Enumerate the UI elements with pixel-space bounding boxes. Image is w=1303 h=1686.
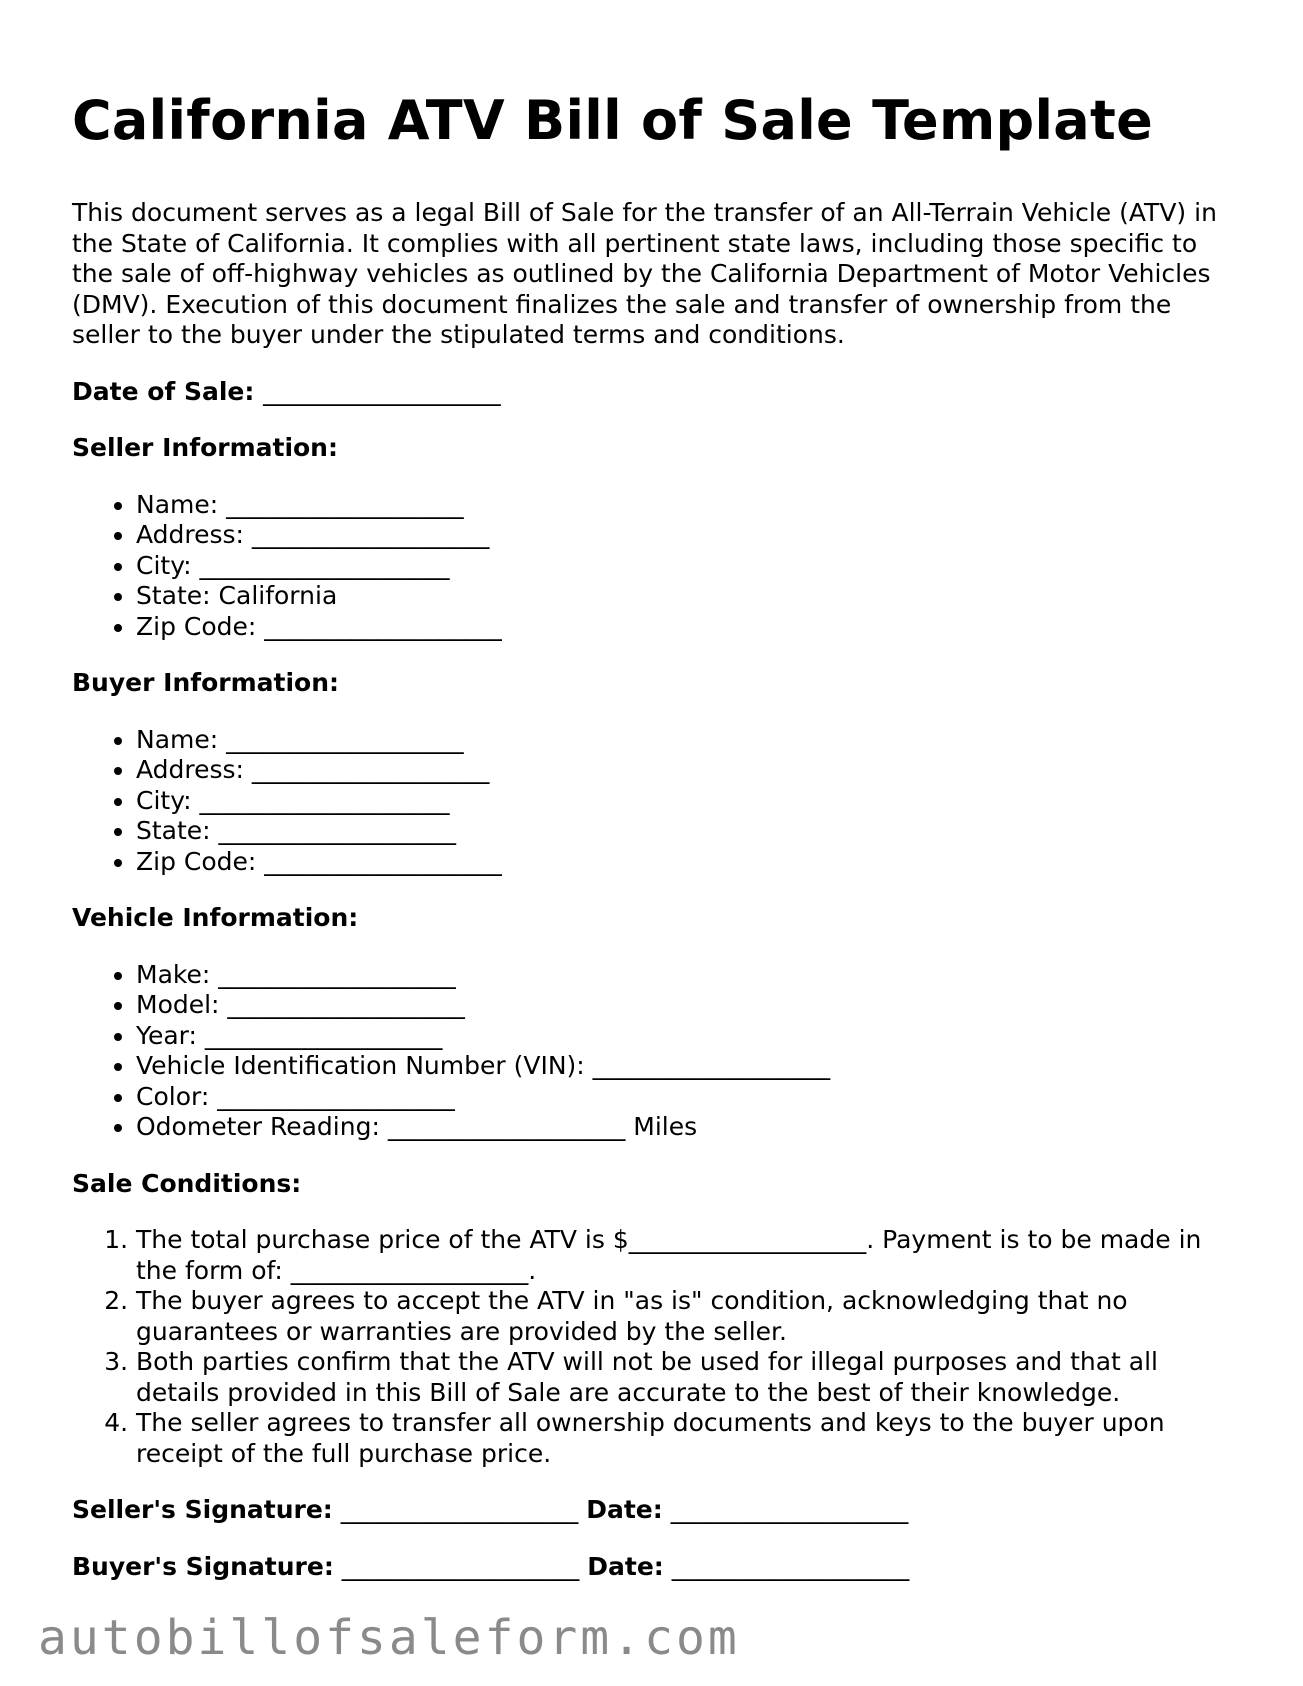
vehicle-heading: Vehicle Information: [72, 903, 359, 932]
seller-signature-blank: ___________________ [340, 1495, 579, 1524]
site-watermark: autobillofsaleform.com [38, 1610, 740, 1666]
conditions-heading: Sale Conditions: [72, 1168, 302, 1198]
vehicle-model-item: • Model: ___________________ [136, 990, 1232, 1021]
seller-signature-label: Seller's Signature: [72, 1495, 333, 1524]
page-title: California ATV Bill of Sale Template [72, 89, 1154, 152]
date-of-sale [72, 377, 1232, 408]
buyer-state-item: • State: ___________________ [136, 816, 1232, 847]
date-of-sale-blank: ___________________ [263, 376, 501, 406]
vehicle-make-item: • Make: ___________________ [136, 960, 1232, 991]
vehicle-color-item: • Color: ___________________ [136, 1082, 1232, 1113]
buyer-list [72, 725, 1232, 878]
seller-address-item: • Address: ___________________ [136, 520, 1232, 551]
date-of-sale-label: Date of Sale: [72, 376, 255, 406]
seller-state-item: • State: California [136, 581, 1232, 612]
condition-item-legal-use: 3. Both parties confirm that the ATV will not be used for illegal purposes and that all details provided in this Bill of Sale are accurate to the best of their knowledge. [136, 1347, 1232, 1408]
condition-item-as-is: 2. The buyer agrees to accept the ATV in "as is" condition, acknowledging that no guarantees or warranties are provided by the seller. [136, 1286, 1232, 1347]
buyer-name-item: • Name: ___________________ [136, 725, 1232, 756]
vehicle-list [72, 960, 1232, 1143]
conditions-list [72, 1225, 1232, 1469]
seller-heading: Seller Information: [72, 433, 338, 462]
seller-list [72, 490, 1232, 643]
condition-item-transfer: 4. The seller agrees to transfer all ownership documents and keys to the buyer upon receipt of the full purchase price. [136, 1408, 1232, 1469]
buyer-city-item: • City: ____________________ [136, 786, 1232, 817]
seller-date-label: Date: [586, 1495, 663, 1524]
vehicle-vin-item: • Vehicle Identification Number (VIN): ___________________ [136, 1051, 1232, 1082]
intro-paragraph: This document serves as a legal Bill of Sale for the transfer of an All-Terrain Vehicle (ATV) in the State of California. It complies with all pertinent state laws, including those specific to the sale of off-highway vehicles as outlined by the California Department of Motor Vehicles (DMV). Execution of this document finalizes the sale and transfer of ownership from the seller to the buyer under the stipulated terms and conditions. [72, 198, 1217, 349]
buyer-signature-label: Buyer's Signature: [72, 1551, 334, 1581]
seller-city-item: • City: ____________________ [136, 551, 1232, 582]
buyer-date-label: Date: [587, 1551, 664, 1581]
seller-date-blank: ___________________ [670, 1495, 909, 1524]
buyer-zip-item: • Zip Code: ___________________ [136, 847, 1232, 878]
condition-item-price: 1. The total purchase price of the ATV is $___________________. Payment is to be made in the form of: ___________________. [136, 1225, 1232, 1286]
seller-name-item: • Name: ___________________ [136, 490, 1232, 521]
buyer-signature-blank: ___________________ [341, 1551, 580, 1581]
vehicle-year-item: • Year: ___________________ [136, 1021, 1232, 1052]
document-page [72, 86, 1232, 1608]
buyer-heading: Buyer Information: [72, 668, 340, 697]
buyer-signature-line [72, 1552, 1232, 1583]
buyer-date-blank: ___________________ [671, 1551, 910, 1581]
seller-zip-item: • Zip Code: ___________________ [136, 612, 1232, 643]
seller-signature-line [72, 1495, 1232, 1526]
buyer-address-item: • Address: ___________________ [136, 755, 1232, 786]
vehicle-odometer-item: • Odometer Reading: ___________________ Miles [136, 1112, 1232, 1143]
